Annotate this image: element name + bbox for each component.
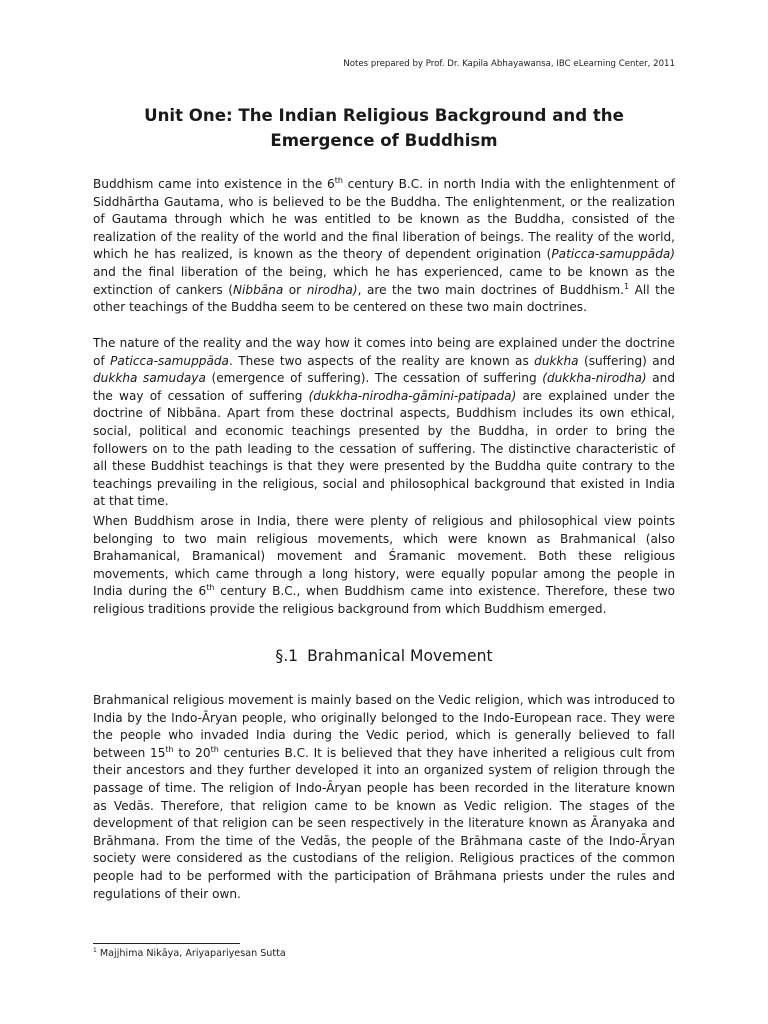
footnote: $^1$ Majjhima Nikāya, Ariyapariyesan Sutta xyxy=(93,947,286,960)
section-title: Brahmanical Movement xyxy=(307,647,493,665)
header-note: Notes prepared by Prof. Dr. Kapila Abhayawansa, IBC eLearning Center, 2011 xyxy=(343,59,675,69)
paragraph-4: Brahmanical religious movement is mainly based on the Vedic religion, which was introduced to India by the Indo-Āryan people, who originally belonged to the Indo-European race. They were the people who invaded India during the Vedic period, which is generally believed to fall between 15th to 20th centuries B.C. It is believed that they have inherited a religious cult from their ancestors and they further developed it into an organized system of religion through the passage of time. The religion of Indo-Āryan people has been recorded in the literature known as Vedās. Therefore, that religion came to be known as Vedic religion. The stages of the development of that religion can be seen respectively in the literature known as Āranyaka and Brāhmana. From the time of the Vedās, the people of the Brāhmana caste of the Indo-Āryan society were considered as the custodians of the religion. Religious practices of the common people had to be performed with the participation of Brāhmana priests under the rules and regulations of their own. xyxy=(93,693,676,901)
paragraph-3: When Buddhism arose in India, there were plenty of religious and philosophical view points belonging to two main religious movements, which were known as Brahmanical (also Brahamanical, Bramanical) movement and Śramanic movement. Both these religious movements, which came through a long history, were equally popular among the people in India during the 6th century B.C., when Buddhism came into existence. Therefore, these two religious traditions provide the religious background from which Buddhism emerged. xyxy=(93,514,675,616)
page-title: Unit One: The Indian Religious Background and the Emergence of Buddhism xyxy=(144,106,624,150)
footnote-reference[interactable]: 1 xyxy=(623,281,630,291)
section-symbol: §.1 xyxy=(275,647,299,665)
footnote-divider xyxy=(93,943,240,944)
paragraph-1: Buddhism came into existence in the 6th century B.C. in north India with the enlightenment of Siddhārtha Gautama, who is believed to be the Buddha. The enlightenment, or the realization of Gautama through which he was entitled to be known as the Buddha, consisted of the realization of the reality of the world and the final liberation of beings. The reality of the world, which he has realized, is known as the theory of dependent origination (Paticca-samuppāda) and the final liberation of the being, which he has experienced, came to be known as the extinction of cankers (Nibbāna or nirodha), are the two main doctrines of Buddhism.$^1$ All the other teachings of the Buddha seem to be centered on these two main doctrines. xyxy=(93,175,676,315)
paragraph-2: The nature of the reality and the way how it comes into being are explained under the doctrine of Paticca-samuppāda. These two aspects of the reality are known as dukkha (suffering) and dukkha samudaya (emergence of suffering). The cessation of suffering (dukkha-nirodha) and the way of cessation of suffering (dukkha-nirodha-gāmini-patipada) are explained under the doctrine of Nibbāna. Apart from these doctrinal aspects, Buddhism includes its own ethical, social, political and economic teachings presented by the Buddha, in order to bring the followers on to the path leading to the cessation of suffering. The distinctive characteristic of all these Buddhist teachings is that they were presented by the Buddha quite contrary to the teachings prevailing in the religious, social and philosophical background that existed in India at that time. xyxy=(93,336,675,509)
section-heading xyxy=(93,645,675,667)
